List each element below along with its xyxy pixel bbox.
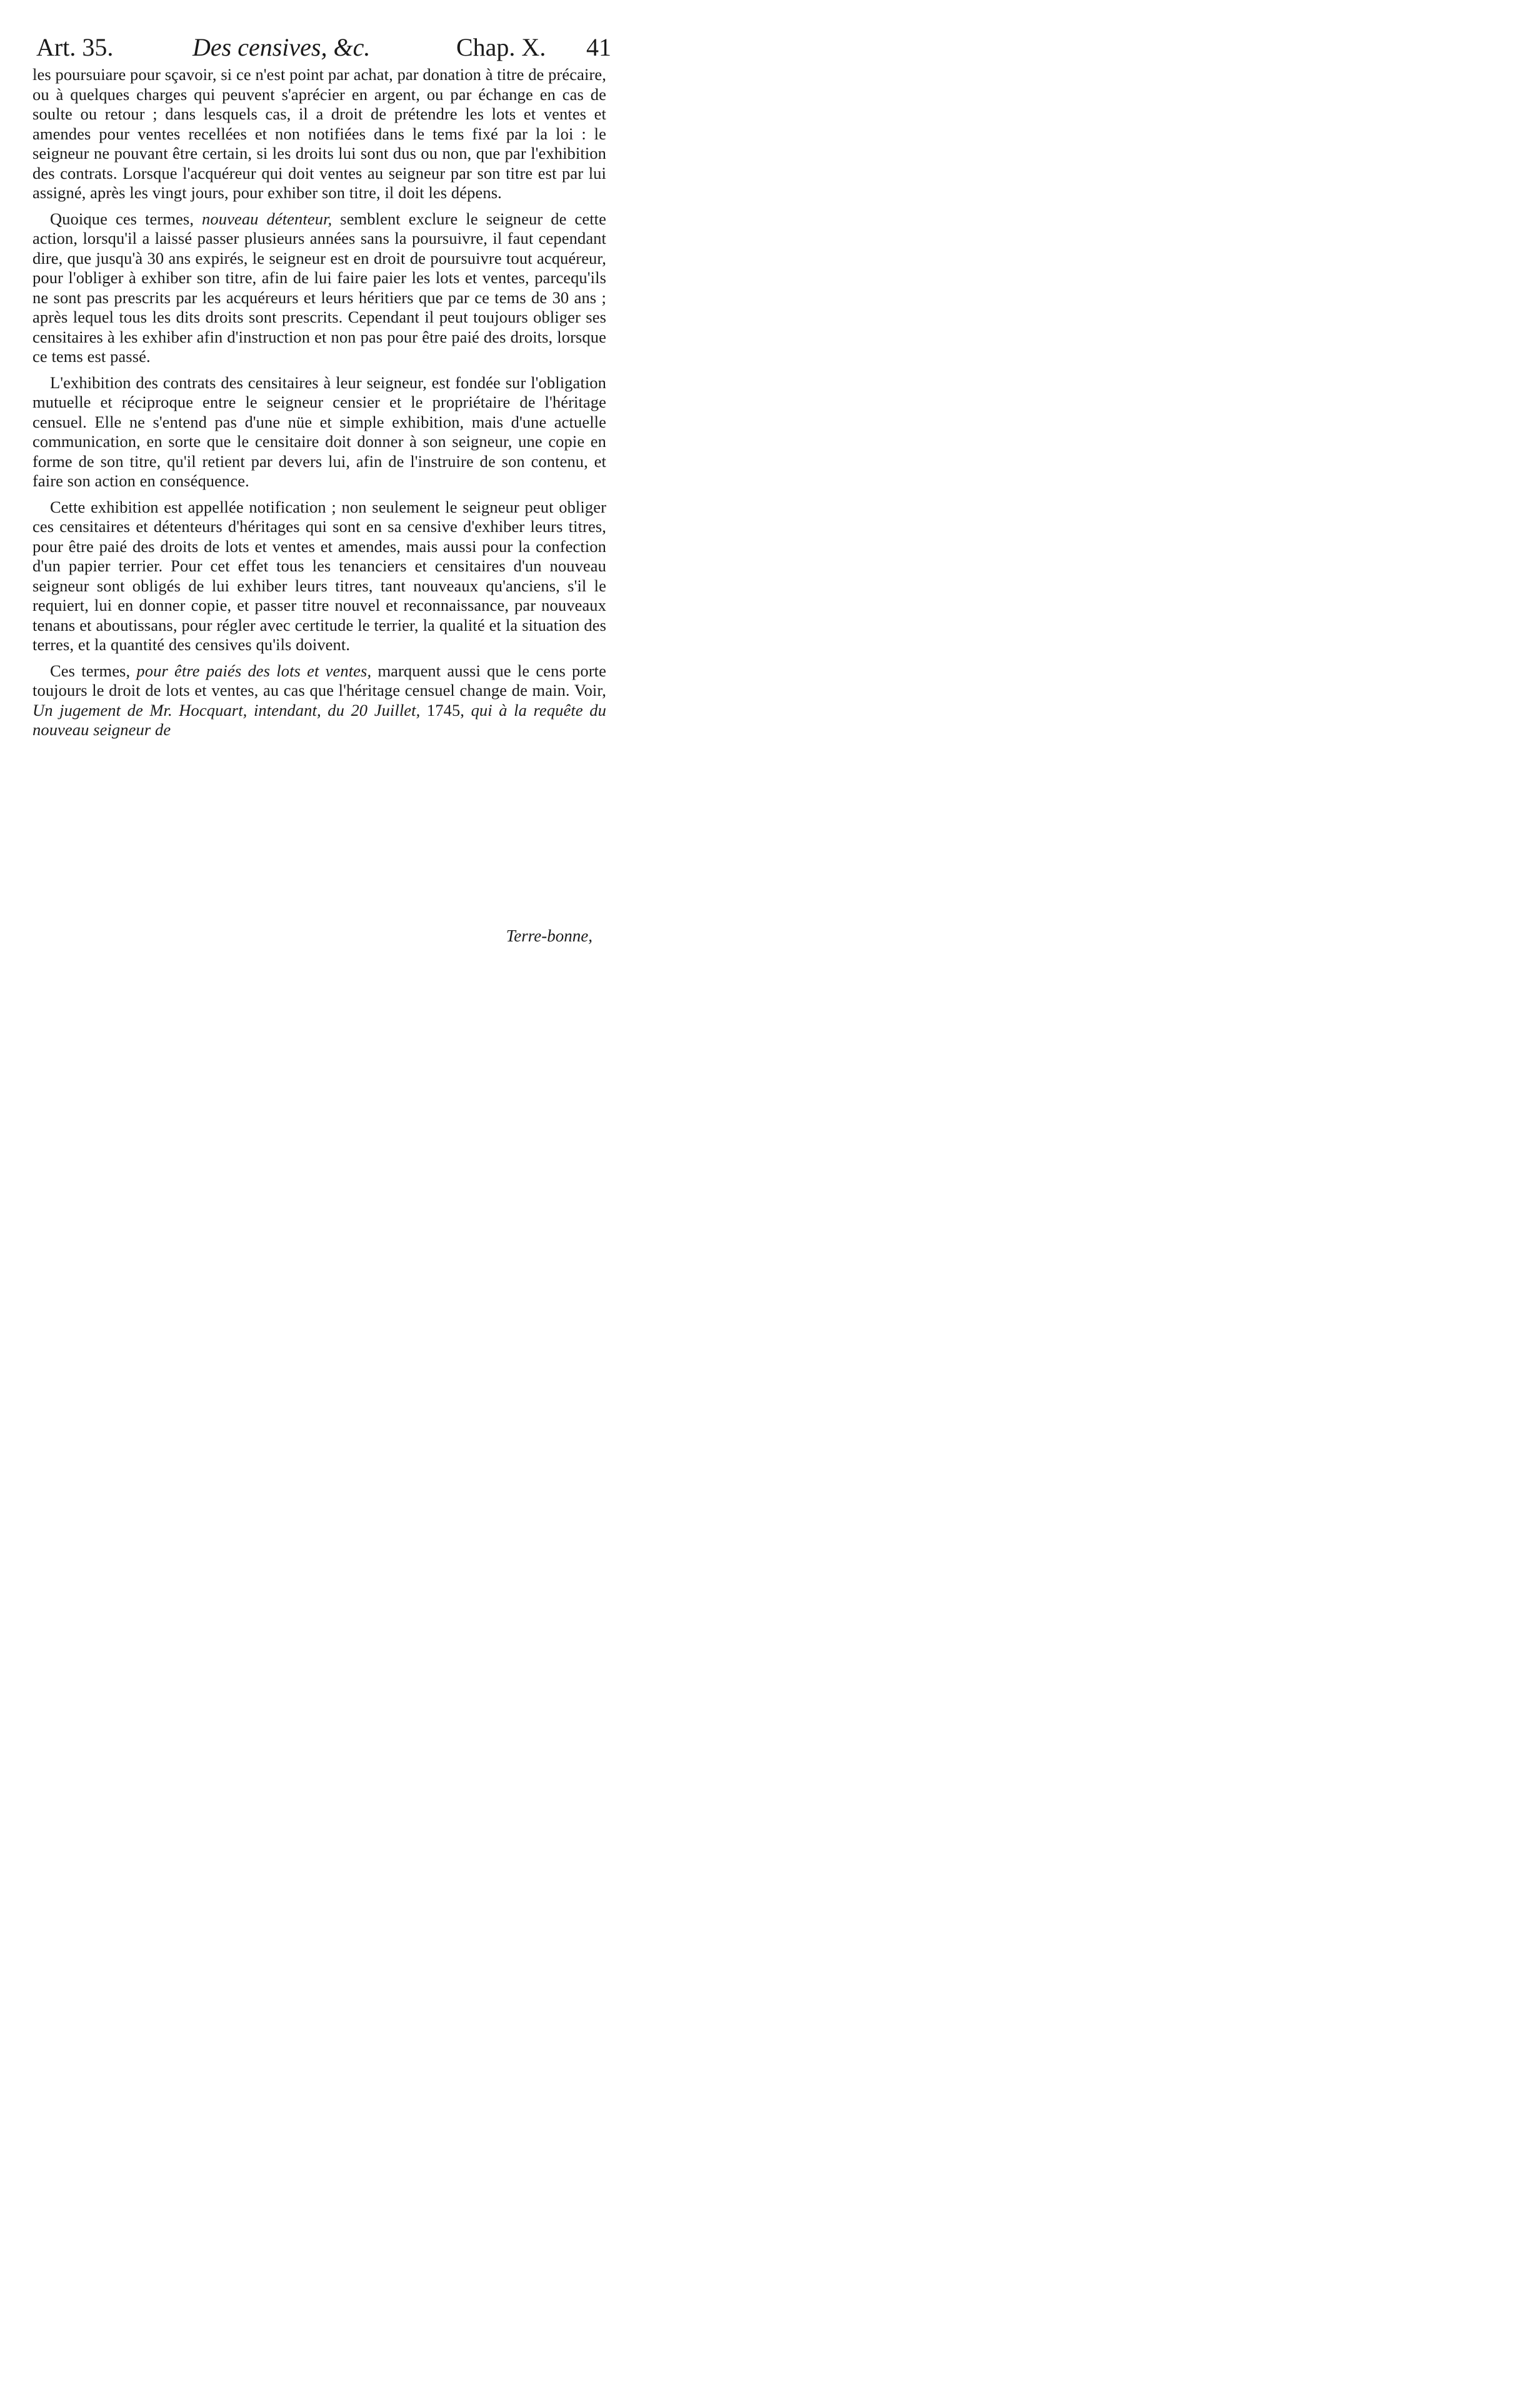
paragraph-text: marquent aussi que le cens porte toujours le droit de lots et ventes, au cas que l'héritage censuel change de main. Voir, (32, 661, 606, 700)
page-number: 41 (586, 33, 611, 61)
italic-term: nouveau détenteur, (202, 209, 332, 228)
paragraph-4 (32, 498, 606, 655)
paragraph-text: semblent exclure le seigneur de cette action, lorsqu'il a laissé passer plusieurs années sans la poursuivre, il faut cependant dire, que jusqu'à 30 ans expirés, le seigneur est en droit de poursuivre tout acquéreur, pour l'obliger à exhiber son titre, afin de lui faire paier les lots et ventes, parcequ'ils ne sont pas prescrits par les acquéreurs et leurs héritiers que par ce tems de 30 ans ; après lequel tous les dits droits sont prescrits. Cependant il peut toujours obliger ses censitaires à les exhiber afin d'instruction et non pas pour être paié des droits, lorsque ce tems est passé. (32, 209, 606, 366)
article-number: Art. 35. (36, 33, 114, 61)
italic-citation: Un jugement de Mr. Hocquart, intendant, du 20 Juillet, (32, 700, 421, 720)
citation-year: 1745, (426, 700, 465, 720)
body-text (32, 65, 606, 740)
running-title: Des censives, &c. (192, 33, 371, 61)
paragraph-1 (32, 65, 606, 203)
book-page (0, 0, 640, 990)
paragraph-lead: Ces termes, (50, 661, 131, 680)
paragraph-5 (32, 661, 606, 740)
paragraph-text: les poursuiare pour sçavoir, si ce n'est point par achat, par donation à titre de précaire, ou à quelques charges qui peuvent s'aprécier en argent, ou par échange en cas de soulte ou retour ; dans lesquels cas, il a droit de prétendre les lots et ventes et amendes pour ventes recellées et non notifiées dans le tems fixé par la loi : le seigneur ne pouvant être certain, si les droits lui sont dus ou non, que par l'exhibition des contrats. Lorsque l'acquéreur qui doit ventes au seigneur par son titre est par lui assigné, après les vingt jours, pour exhiber son titre, il doit les dépens. (32, 65, 606, 202)
paragraph-text: L'exhibition des contrats des censitaires à leur seigneur, est fondée sur l'obligation mutuelle et réciproque entre le seigneur censier et le propriétaire de l'héritage censuel. Elle ne s'entend pas d'une nüe et simple exhibition, mais d'une actuelle communication, en sorte que le censitaire doit donner à son seigneur, une copie en forme de son titre, qu'il retient par devers lui, afin de l'instruire de son contenu, et faire son action en conséquence. (32, 373, 606, 490)
italic-term: pour être paiés des lots et ventes, (136, 661, 372, 680)
running-header (31, 33, 615, 64)
chapter-label: Chap. X. (456, 33, 546, 61)
paragraph-lead: Quoique ces termes, (50, 209, 194, 228)
paragraph-2 (32, 209, 606, 367)
italic-citation-continued: qui à la requête du nouveau seigneur de (32, 700, 606, 739)
paragraph-text: Cette exhibition est appellée notification ; non seulement le seigneur peut obliger ces censitaires et détenteurs d'héritages qui sont en sa censive d'exhiber leurs titres, pour être paié des droits de lots et ventes et amendes, mais aussi pour la confection d'un papier terrier. Pour cet effet tous les tenanciers et censitaires d'un nouveau seigneur sont obligés de lui exhiber leurs titres, tant nouveaux qu'anciens, s'il le requiert, lui en donner copie, et passer titre nouvel et reconnaissance, par nouveaux tenans et aboutissans, pour régler avec certitude le terrier, la qualité et la situation des terres, et la quantité des censives qu'ils doivent. (32, 497, 606, 654)
paragraph-3 (32, 373, 606, 491)
catchword: Terre-bonne, (506, 926, 592, 945)
